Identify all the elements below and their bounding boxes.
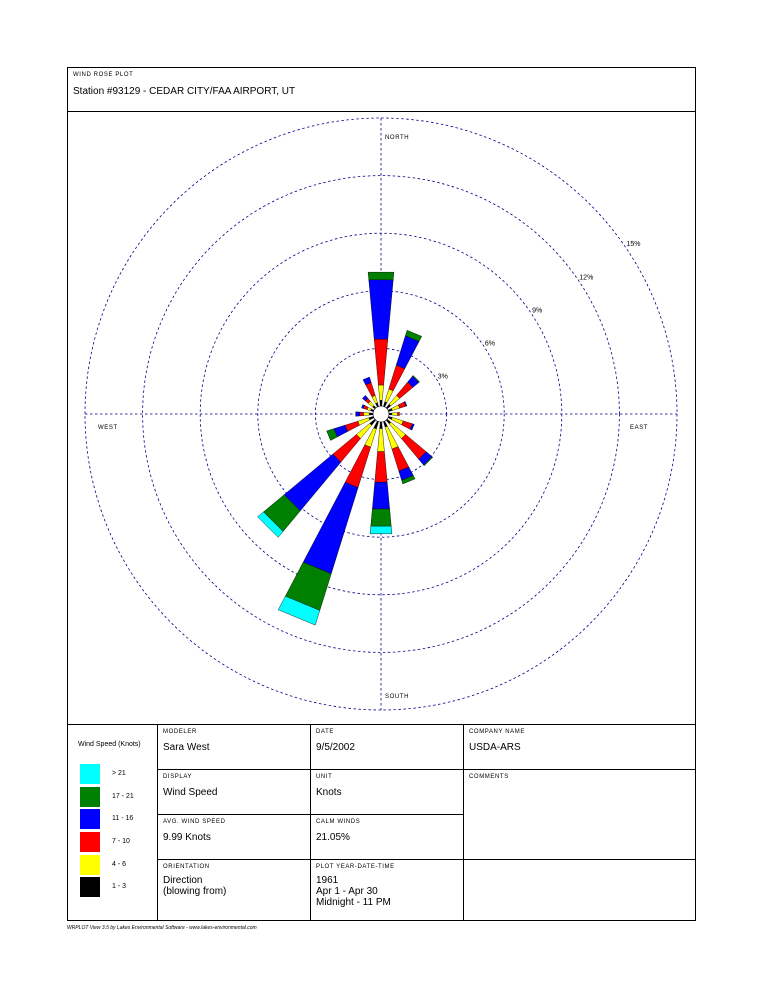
petal-W-bin-3: [356, 412, 360, 417]
comments-label: COMMENTS: [469, 774, 509, 780]
company-label: COMPANY NAME: [469, 729, 525, 735]
plot-time-label: PLOT YEAR-DATE-TIME: [316, 864, 395, 870]
legend-swatch-1-3: [80, 877, 100, 897]
col-line-3: [463, 724, 464, 921]
petal-W-bin-0: [369, 413, 373, 415]
legend-label-11-16: 11 - 16: [112, 815, 134, 822]
axis-label-north: NORTH: [385, 135, 410, 141]
axis-label-south: SOUTH: [385, 694, 409, 700]
axis-label-east: EAST: [630, 425, 649, 431]
modeler-label: MODELER: [163, 729, 197, 735]
axis-label-west: WEST: [98, 425, 118, 431]
petal-W-bin-2: [360, 412, 364, 416]
unit-value: Knots: [316, 787, 342, 798]
petal-ESE-bin-1: [391, 418, 403, 425]
legend-label-17-21: 17 - 21: [112, 793, 134, 800]
legend-swatch-17-21: [80, 787, 100, 807]
ring-label-6: 6%: [484, 340, 496, 348]
ring-label-9: 9%: [532, 307, 543, 315]
unit-label: UNIT: [316, 774, 333, 780]
petal-N-bin-0: [380, 400, 382, 406]
legend-swatch-11-16: [80, 809, 100, 829]
calm-winds-value: 21.05%: [316, 832, 350, 843]
legend-label-1-3: 1 - 3: [112, 883, 127, 890]
legend-label-4-6: 4 - 6: [112, 861, 127, 868]
calm-circle: [373, 406, 389, 422]
petals: [258, 272, 433, 625]
petal-N-bin-2: [374, 339, 388, 385]
petal-E-bin-2: [398, 412, 400, 415]
date-label: DATE: [316, 729, 334, 735]
row-line-1: [157, 769, 696, 770]
petal-N-bin-3: [369, 280, 393, 339]
petal-WSW-bin-1: [358, 418, 370, 425]
petal-S-bin-1: [378, 429, 385, 452]
legend-title: Wind Speed (Knots): [78, 741, 141, 748]
display-label: DISPLAY: [163, 774, 193, 780]
plot-year-value: 1961: [316, 875, 339, 886]
row-line-2: [157, 814, 463, 815]
col-line-2: [310, 724, 311, 921]
legend-label-7-10: 7 - 10: [112, 838, 130, 845]
col-line-1: [157, 724, 158, 921]
software-footer: WRPLOT View 3.5 by Lakes Environmental Software - www.lakes-environmental.com: [67, 925, 257, 931]
plot-type-label: WIND ROSE PLOT: [73, 72, 134, 78]
row-line-3: [157, 859, 696, 860]
petal-S-bin-0: [380, 422, 383, 429]
petal-SSW-bin-0: [374, 421, 379, 429]
date-value: 9/5/2002: [316, 742, 355, 753]
legend-swatch-7-10: [80, 832, 100, 852]
petal-S-bin-5: [370, 526, 392, 534]
petal-NNE-bin-3: [396, 336, 419, 369]
petal-SSE-bin-2: [392, 447, 409, 472]
plot-time-value: Midnight - 11 PM: [316, 897, 391, 908]
avg-wind-value: 9.99 Knots: [163, 832, 211, 843]
orientation-label: ORIENTATION: [163, 864, 210, 870]
legend-label-gt21: > 21: [112, 770, 126, 777]
ring-label-12: 12%: [579, 274, 594, 282]
display-value: Wind Speed: [163, 787, 218, 798]
petal-NNW-bin-2: [366, 383, 376, 397]
orientation-value-2: (blowing from): [163, 886, 227, 897]
petal-S-bin-3: [372, 482, 389, 509]
petal-SW-bin-3: [284, 454, 341, 511]
orientation-value-1: Direction: [163, 875, 203, 886]
ring-labels: [438, 241, 641, 380]
petal-E-bin-0: [389, 413, 392, 415]
company-value: USDA-ARS: [469, 742, 521, 753]
calm-winds-label: CALM WINDS: [316, 819, 361, 825]
table-top-line: [67, 724, 696, 725]
ring-label-3: 3%: [437, 373, 448, 381]
legend-swatch-4-6: [80, 855, 100, 875]
station-title: Station #93129 - CEDAR CITY/FAA AIRPORT, UT: [73, 86, 296, 97]
petal-E-bin-1: [392, 412, 398, 415]
plot-header: [67, 67, 696, 112]
petal-S-bin-2: [375, 452, 387, 483]
petal-N-bin-4: [368, 272, 394, 280]
plot-date-value: Apr 1 - Apr 30: [316, 886, 378, 897]
avg-wind-label: AVG. WIND SPEED: [163, 819, 226, 825]
petal-NNE-bin-2: [389, 365, 405, 391]
wind-rose-chart: [67, 111, 696, 724]
modeler-value: Sara West: [163, 742, 210, 753]
ring-label-15: 15%: [626, 241, 641, 249]
petal-W-bin-1: [363, 412, 369, 415]
petal-S-bin-4: [371, 509, 391, 526]
legend-swatch-gt21: [80, 764, 100, 784]
petal-N-bin-1: [378, 385, 383, 400]
